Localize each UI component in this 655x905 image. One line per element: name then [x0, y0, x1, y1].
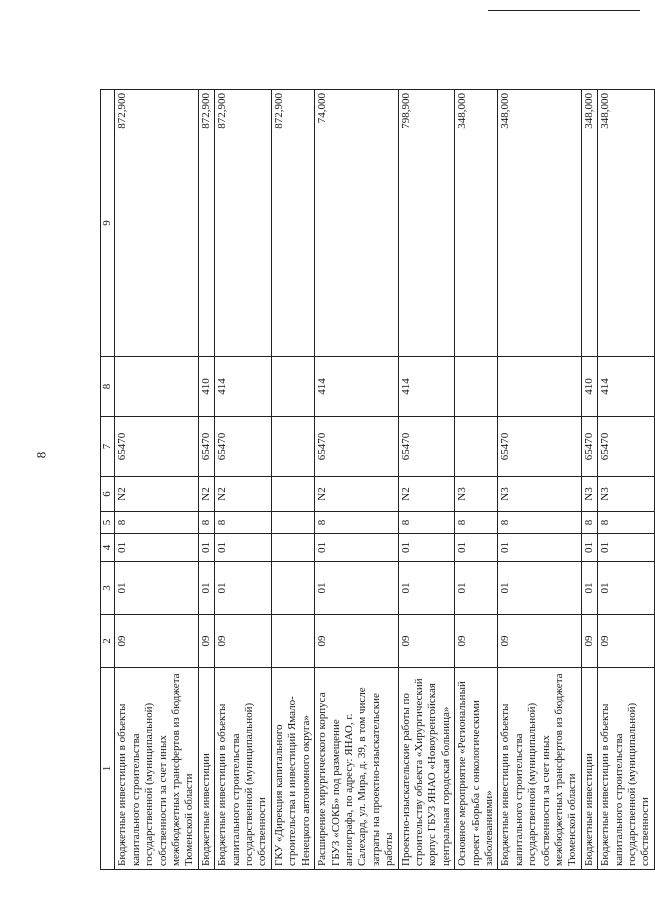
cell-ministry: 09	[498, 615, 581, 668]
cell-amount: 798,900	[398, 90, 455, 357]
table-row	[455, 90, 498, 870]
budget-table-wrapper	[100, 90, 652, 870]
table-row	[498, 90, 581, 870]
cell-program-code: 8	[198, 512, 214, 534]
cell-amount: 74,000	[315, 90, 398, 357]
cell-subsection: 01	[198, 534, 214, 562]
cell-project-code: N3	[598, 477, 655, 512]
cell-project-code: N2	[198, 477, 214, 512]
cell-direction-code: 65470	[598, 417, 655, 477]
header-cell: 7	[101, 417, 115, 477]
cell-program-code: 8	[215, 512, 272, 534]
cell-program-code: 8	[581, 512, 597, 534]
cell-ministry: 09	[215, 615, 272, 668]
cell-subsection: 01	[315, 534, 398, 562]
cell-subsection: 01	[215, 534, 272, 562]
table-row	[581, 90, 597, 870]
cell-section: 01	[598, 562, 655, 615]
header-row	[101, 90, 115, 870]
cell-section	[271, 562, 314, 615]
cell-direction-code	[271, 417, 314, 477]
cell-amount: 348,000	[498, 90, 581, 357]
cell-expense-type	[498, 357, 581, 417]
cell-section: 01	[115, 562, 198, 615]
cell-ministry	[271, 615, 314, 668]
cell-ministry: 09	[598, 615, 655, 668]
cell-description: Основное мероприятие «Региональный проект «Борьба с онкологическими заболеваниями»	[455, 668, 498, 870]
table-row	[115, 90, 198, 870]
cell-direction-code: 65470	[215, 417, 272, 477]
cell-expense-type: 414	[315, 357, 398, 417]
cell-direction-code: 65470	[498, 417, 581, 477]
cell-project-code	[271, 477, 314, 512]
cell-program-code: 8	[598, 512, 655, 534]
cell-description: Проектно-изыскательские работы по строительству объекта «Хирургический корпус ГБУЗ ЯНАО «Новоуренгойская центральная городская больница»	[398, 668, 455, 870]
cell-section: 01	[455, 562, 498, 615]
header-cell: 5	[101, 512, 115, 534]
cell-subsection: 01	[115, 534, 198, 562]
page-number: 8	[33, 451, 49, 459]
cell-program-code: 8	[455, 512, 498, 534]
table-row	[271, 90, 314, 870]
cell-ministry: 09	[398, 615, 455, 668]
cell-description: Бюджетные инвестиции	[581, 668, 597, 870]
cell-direction-code: 65470	[115, 417, 198, 477]
cell-section: 01	[215, 562, 272, 615]
cell-ministry: 09	[581, 615, 597, 668]
header-cell: 2	[101, 615, 115, 668]
cell-amount: 872,900	[115, 90, 198, 357]
budget-table	[100, 89, 655, 870]
cell-description: Расширение хирургического корпуса ГБУЗ «СОКБ» под размещение ангиографа, по адресу: ЯНАО, г. Салехард, ул. Мира, д. 39, в том числе затраты на проектно-изыскательские работы	[315, 668, 398, 870]
top-rule	[488, 10, 640, 11]
cell-ministry: 09	[198, 615, 214, 668]
cell-description: Бюджетные инвестиции в объекты капитального строительства государственной (муниципальной) собственности	[215, 668, 272, 870]
table-row	[398, 90, 455, 870]
cell-ministry: 09	[455, 615, 498, 668]
cell-section: 01	[498, 562, 581, 615]
cell-amount: 872,900	[271, 90, 314, 357]
cell-amount: 872,900	[198, 90, 214, 357]
cell-program-code: 8	[498, 512, 581, 534]
cell-expense-type: 410	[581, 357, 597, 417]
cell-subsection: 01	[581, 534, 597, 562]
cell-expense-type: 414	[598, 357, 655, 417]
cell-program-code: 8	[115, 512, 198, 534]
cell-expense-type	[455, 357, 498, 417]
cell-program-code: 8	[315, 512, 398, 534]
cell-project-code: N2	[215, 477, 272, 512]
cell-subsection: 01	[455, 534, 498, 562]
cell-subsection: 01	[498, 534, 581, 562]
cell-description: Бюджетные инвестиции в объекты капитального строительства государственной (муниципальной) собственности	[598, 668, 655, 870]
cell-section: 01	[315, 562, 398, 615]
cell-ministry: 09	[115, 615, 198, 668]
cell-expense-type: 410	[198, 357, 214, 417]
cell-direction-code: 65470	[398, 417, 455, 477]
cell-expense-type: 414	[215, 357, 272, 417]
header-cell: 9	[101, 90, 115, 357]
table-row	[215, 90, 272, 870]
cell-section: 01	[198, 562, 214, 615]
table-row	[598, 90, 655, 870]
cell-description: Бюджетные инвестиции в объекты капитального строительства государственной (муниципальной) собственности за счет иных межбюджетных трансфертов из бюджета Тюменской области	[498, 668, 581, 870]
cell-project-code: N2	[398, 477, 455, 512]
cell-project-code: N3	[498, 477, 581, 512]
table-row	[315, 90, 398, 870]
cell-amount: 348,000	[455, 90, 498, 357]
cell-expense-type	[271, 357, 314, 417]
cell-direction-code	[455, 417, 498, 477]
cell-direction-code: 65470	[198, 417, 214, 477]
cell-direction-code: 65470	[315, 417, 398, 477]
cell-amount: 348,000	[598, 90, 655, 357]
cell-subsection	[271, 534, 314, 562]
header-cell: 8	[101, 357, 115, 417]
cell-description: ГКУ «Дирекция капитального строительства и инвестиций Ямало-Ненецкого автономного округа»	[271, 668, 314, 870]
cell-program-code	[271, 512, 314, 534]
header-cell: 6	[101, 477, 115, 512]
cell-ministry: 09	[315, 615, 398, 668]
table-row	[198, 90, 214, 870]
cell-expense-type	[115, 357, 198, 417]
cell-project-code: N3	[455, 477, 498, 512]
cell-program-code: 8	[398, 512, 455, 534]
cell-amount: 348,000	[581, 90, 597, 357]
cell-project-code: N3	[581, 477, 597, 512]
cell-section: 01	[398, 562, 455, 615]
cell-expense-type: 414	[398, 357, 455, 417]
cell-section: 01	[581, 562, 597, 615]
cell-description: Бюджетные инвестиции	[198, 668, 214, 870]
cell-project-code: N2	[115, 477, 198, 512]
header-cell: 1	[101, 668, 115, 870]
cell-direction-code: 65470	[581, 417, 597, 477]
cell-subsection: 01	[598, 534, 655, 562]
header-cell: 3	[101, 562, 115, 615]
cell-amount: 872,900	[215, 90, 272, 357]
cell-project-code: N2	[315, 477, 398, 512]
header-cell: 4	[101, 534, 115, 562]
cell-subsection: 01	[398, 534, 455, 562]
cell-description: Бюджетные инвестиции в объекты капитального строительства государственной (муниципальной) собственности за счет иных межбюджетных трансфертов из бюджета Тюменской области	[115, 668, 198, 870]
